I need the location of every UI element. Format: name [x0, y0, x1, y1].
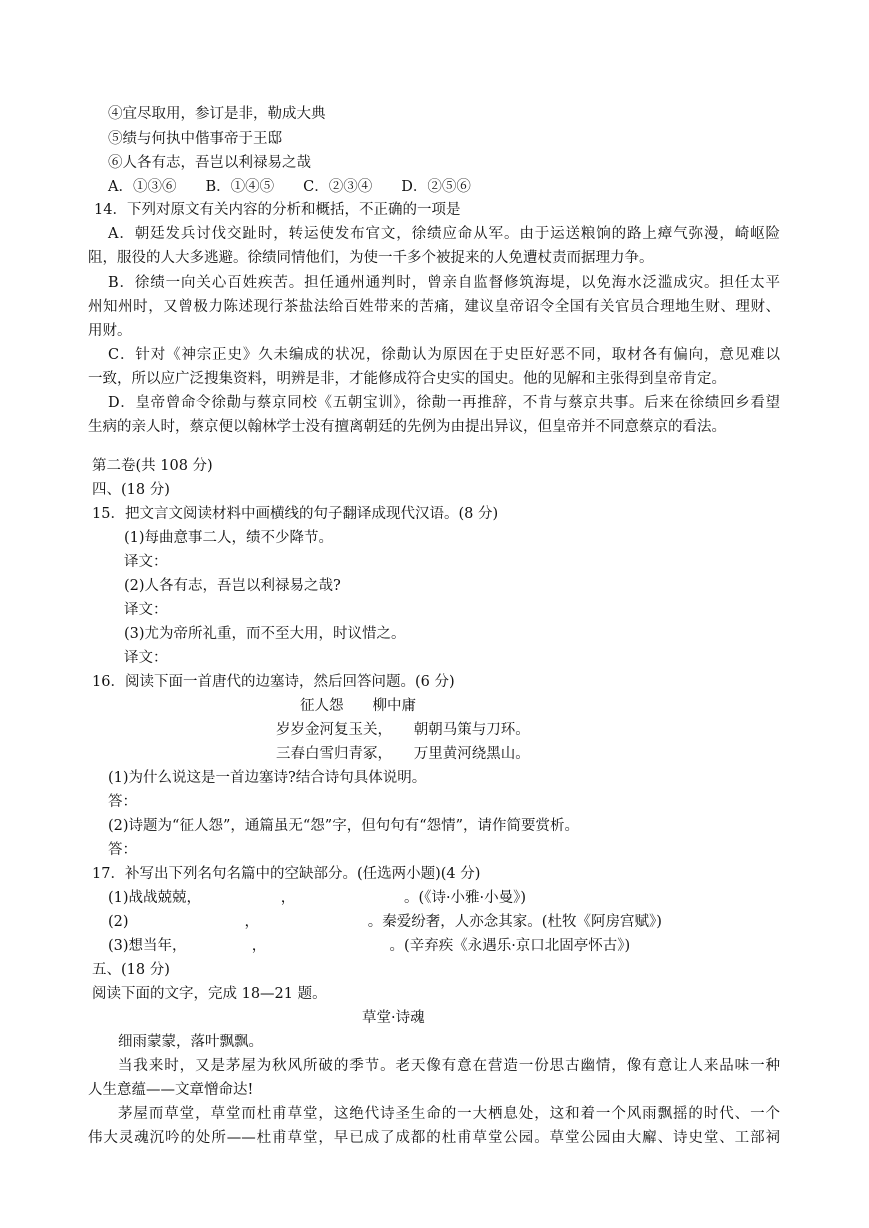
- q14-option-a-line2: 阻，服役的人大多逃避。徐绩同情他们，为使一千多个被捉来的人免遭杖责而据理力争。: [88, 250, 654, 266]
- q14-option-b-line2: 州知州时，又曾极力陈述现行茶盐法给百姓带来的苦痛，建议皇帝诏令全国有关官员合理地生财、理财、: [88, 299, 780, 315]
- q15-translation-label-1: 译文：: [124, 554, 168, 570]
- q14-option-c-line1: C．针对《神宗正史》久未编成的状况，徐勣认为原因在于史臣好恶不同，取材各有偏向，意见难以: [108, 347, 780, 363]
- q16-answer-label-1: 答：: [108, 794, 137, 810]
- q16-answer-label-2: 答：: [108, 842, 137, 858]
- essay-para-3-line2: 伟大灵魂沉吟的处所——杜甫草堂，早已成了成都的杜甫草堂公园。草堂公园由大廨、诗史堂、工部祠: [88, 1130, 780, 1146]
- q15-sentence-2: (2)人各有志，吾岂以利禄易之哉?: [124, 578, 341, 594]
- q17-item-3: (3)想当年， ， 。(辛弃疾《永遇乐·京口北固亭怀古》): [108, 938, 631, 954]
- q14-stem: 14．下列对原文有关内容的分析和概括，不正确的一项是: [94, 202, 461, 218]
- q15-sentence-3: (3)尤为帝所礼重，而不至大用，时议惜之。: [124, 626, 406, 642]
- option-5: ⑤绩与何执中偕事帝于王邸: [108, 131, 282, 147]
- q15-stem: 15．把文言文阅读材料中画横线的句子翻译成现代汉语。(8 分): [92, 506, 499, 522]
- essay-para-3-line1: 茅屋而草堂，草堂而杜甫草堂，这绝代诗圣生命的一大栖息处，这和着一个风雨飘摇的时代、一个: [118, 1106, 780, 1122]
- q15-translation-label-3: 译文：: [124, 650, 168, 666]
- q13-choices: A．①③⑥ B．①④⑤ C．②③④ D．②⑤⑥: [108, 179, 471, 195]
- part-two-title: 第二卷(共 108 分): [92, 458, 213, 474]
- q16-sub-2: (2)诗题为“征人怨”，通篇虽无“怨”字，但句句有“怨情”，请作简要赏析。: [108, 818, 580, 834]
- q14-option-d-line2: 生病的亲人时，蔡京便以翰林学士没有擅离朝廷的先例为由提出异议，但皇帝并不同意蔡京的看法。: [88, 419, 726, 435]
- q14-option-b-line3: 用财。: [88, 323, 132, 339]
- q16-sub-1: (1)为什么说这是一首边塞诗?结合诗句具体说明。: [108, 770, 427, 786]
- poem-line-2: 三春白雪归青冢， 万里黄河绕黑山。: [276, 746, 530, 762]
- option-4: ④宜尽取用，参订是非，勒成大典: [108, 106, 326, 122]
- poem-title: 征人怨 柳中庸: [300, 698, 416, 714]
- reading-instruction: 阅读下面的文字，完成 18—21 题。: [92, 986, 327, 1002]
- q16-stem: 16．阅读下面一首唐代的边塞诗，然后回答问题。(6 分): [92, 674, 455, 690]
- section-five-heading: 五、(18 分): [92, 962, 170, 978]
- essay-title: 草堂·诗魂: [362, 1010, 425, 1026]
- essay-para-2-line2: 人生意蕴——文章憎命达!: [88, 1082, 254, 1098]
- q17-item-2: (2) ， 。秦爱纷奢，人亦念其家。(杜牧《阿房宫赋》): [108, 914, 662, 930]
- essay-para-1: 细雨蒙蒙，落叶飘飘。: [118, 1034, 263, 1050]
- q14-option-c-line2: 一致，所以应广泛搜集资料，明辨是非，才能修成符合史实的国史。他的见解和主张得到皇帝肯定。: [88, 371, 726, 387]
- q15-sentence-1: (1)每曲意事二人，绩不少降节。: [124, 530, 334, 546]
- section-four-heading: 四、(18 分): [92, 482, 170, 498]
- q17-stem: 17．补写出下列名句名篇中的空缺部分。(任选两小题)(4 分): [92, 866, 481, 882]
- poem-line-1: 岁岁金河复玉关， 朝朝马策与刀环。: [276, 722, 530, 738]
- essay-para-2-line1: 当我来时，又是茅屋为秋风所破的季节。老天像有意在营造一份思古幽情，像有意让人来品味一种: [118, 1058, 780, 1074]
- q15-translation-label-2: 译文：: [124, 602, 168, 618]
- q17-item-1: (1)战战兢兢， ， 。(《诗·小雅·小曼》): [108, 890, 527, 906]
- q14-option-a-line1: A．朝廷发兵讨伐交趾时，转运使发布官文，徐绩应命从军。由于运送粮饷的路上瘴气弥漫，崎岖险: [108, 226, 780, 242]
- q14-option-d-line1: D．皇帝曾命令徐勣与蔡京同校《五朝宝训》，徐勣一再推辞，不肯与蔡京共事。后来在徐绩回乡看望: [108, 395, 780, 411]
- option-6: ⑥人各有志，吾岂以利禄易之哉: [108, 155, 311, 171]
- q14-option-b-line1: B．徐绩一向关心百姓疾苦。担任通州通判时，曾亲自监督修筑海堤，以免海水泛滥成灾。担任太平: [108, 275, 780, 291]
